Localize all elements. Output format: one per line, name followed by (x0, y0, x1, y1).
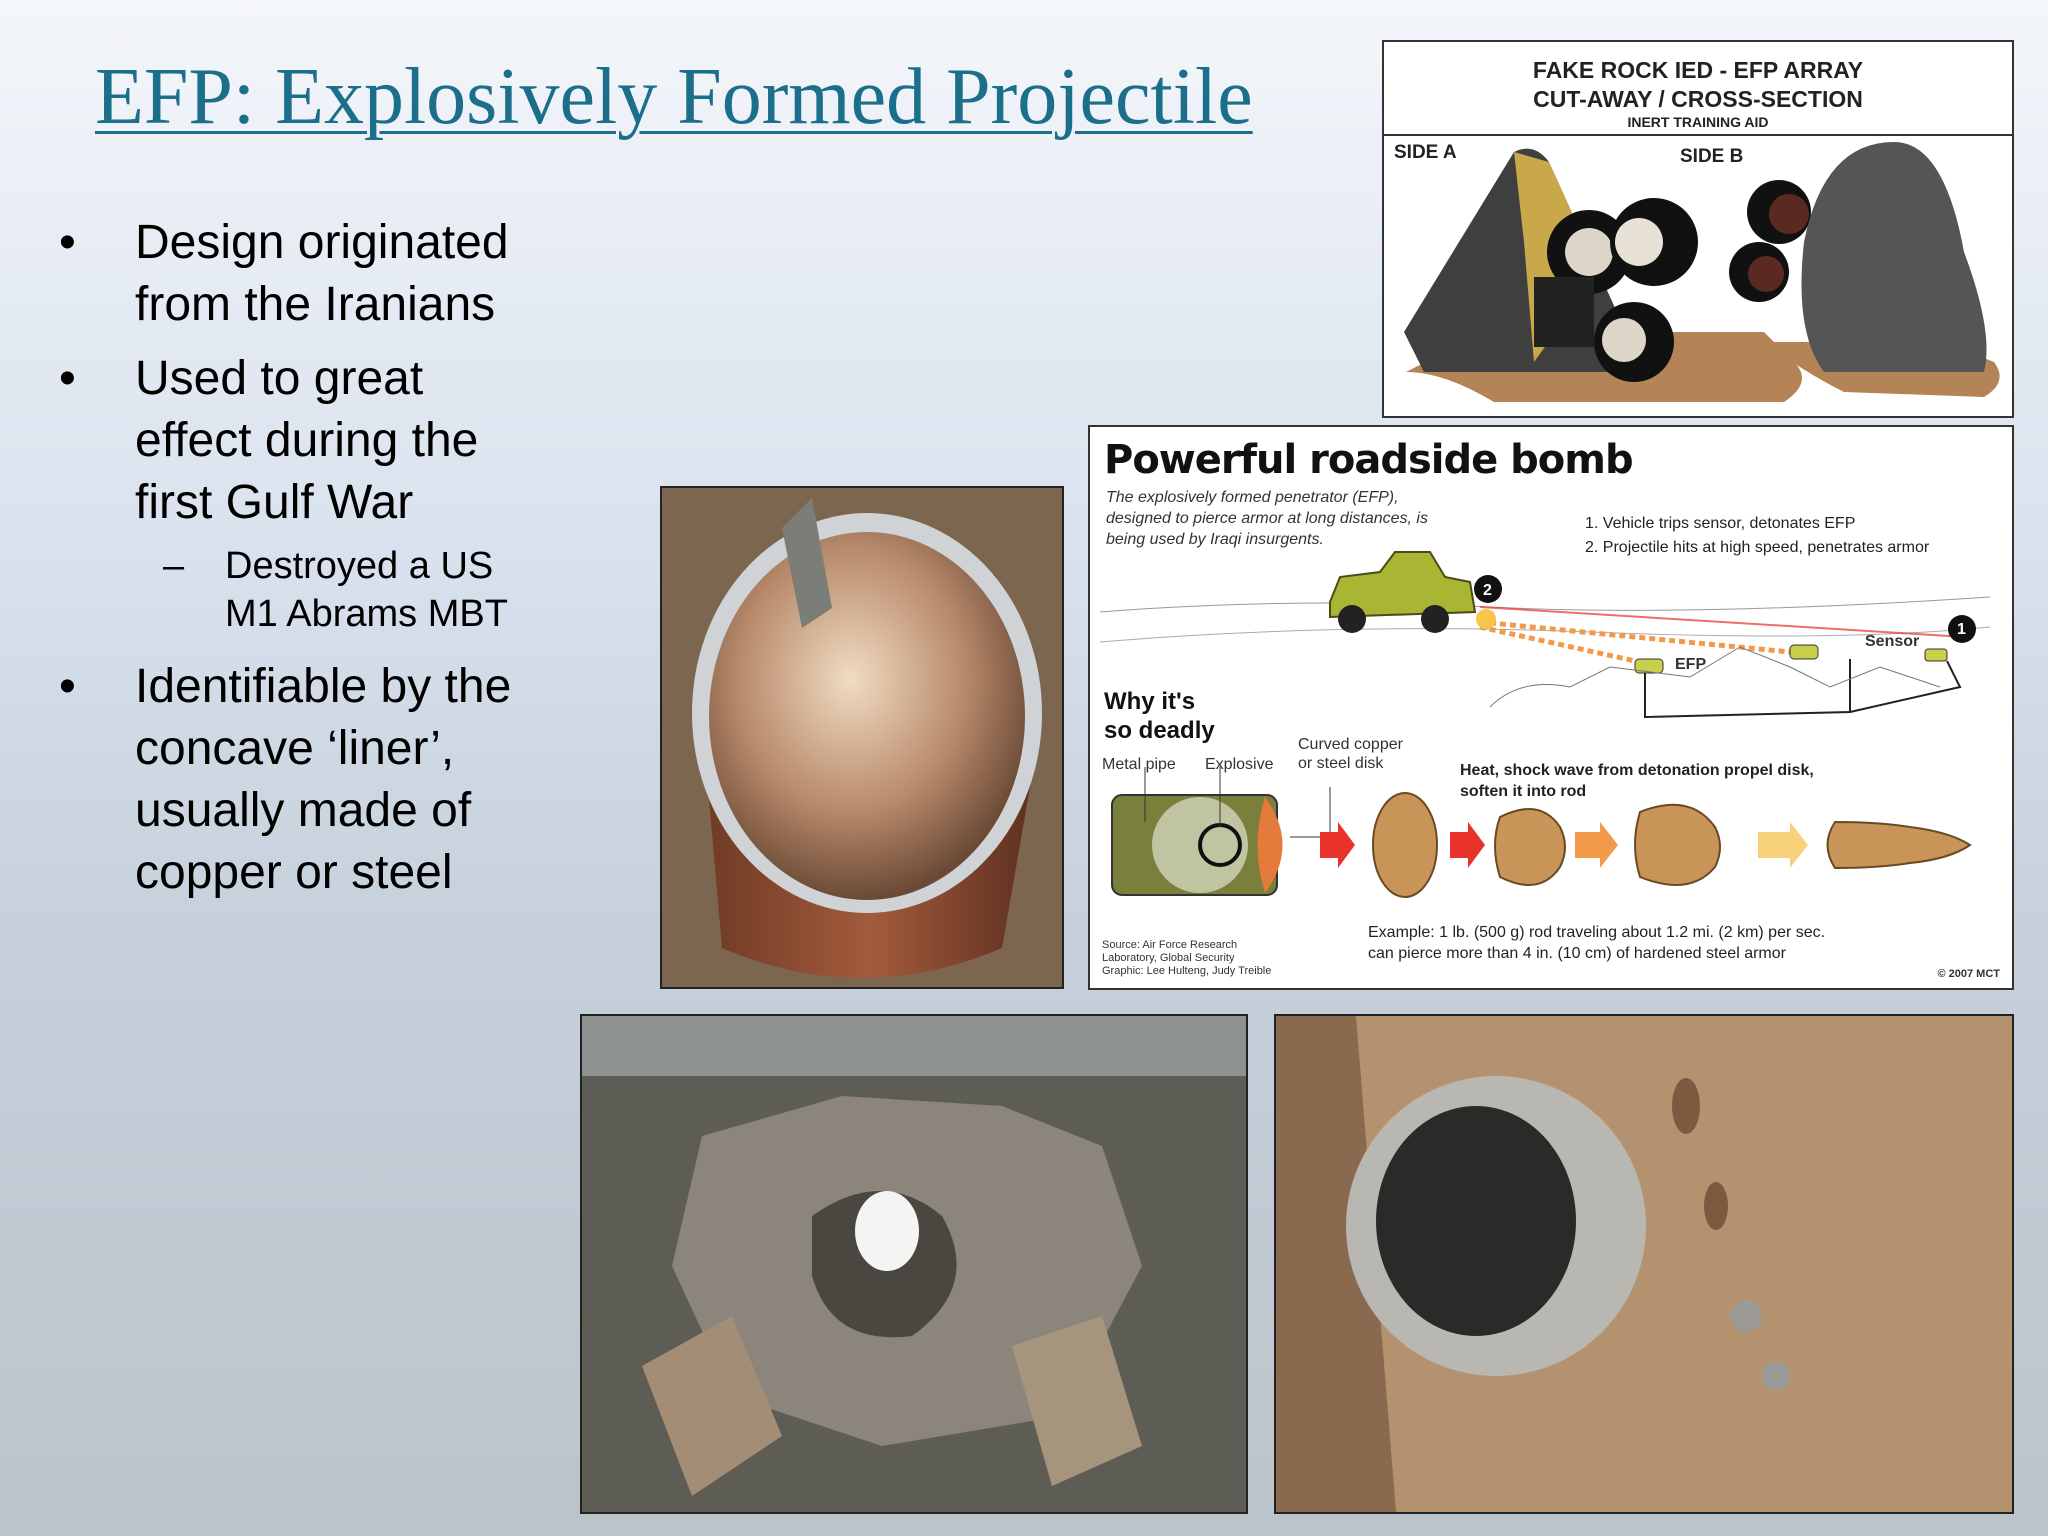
sub-bullet-marker: – (163, 545, 185, 587)
source-line-3: Graphic: Lee Hulteng, Judy Treible (1102, 965, 1272, 977)
side-a-label: SIDE A (1394, 142, 1457, 163)
rock-panel-title-2: CUT-AWAY / CROSS-SECTION (1533, 86, 1863, 112)
rock-panel-title-3: INERT TRAINING AID (1627, 114, 1769, 130)
infographic-diagram (1090, 427, 2012, 988)
heat-line-1: Heat, shock wave from detonation propel disk, (1460, 762, 1814, 779)
bullet-text: Design originated from the Iranians (135, 216, 509, 331)
bullet-text: Identifiable by the concave ‘liner’, usually made of copper or steel (135, 660, 512, 899)
bullet-list (55, 212, 535, 916)
bullet-item (55, 656, 535, 904)
why-line-2: so deadly (1104, 717, 1215, 744)
copyright: © 2007 MCT (1937, 968, 2000, 980)
efp-label: EFP (1675, 656, 1707, 673)
example-line-1: Example: 1 lb. (500 g) rod traveling about 1.2 mi. (2 km) per sec. (1368, 924, 1826, 941)
infographic-headline: Powerful roadside bomb (1104, 437, 1633, 483)
roadside-bomb-infographic (1088, 425, 2014, 990)
armor-penetration-photo-1 (580, 1014, 1248, 1514)
efp-cylinder-photo (660, 486, 1064, 989)
source-line-2: Laboratory, Global Security (1102, 952, 1235, 964)
armor-hole-illustration-1 (582, 1016, 1246, 1512)
bullet-item (55, 212, 535, 336)
sub-bullet-item (55, 542, 535, 638)
heat-line-2: soften it into rod (1460, 783, 1587, 800)
step-2: 2. Projectile hits at high speed, penetrates armor (1585, 539, 1930, 556)
marker-2: 2 (1483, 582, 1492, 599)
armor-hole-illustration-2 (1276, 1016, 2012, 1512)
bullet-marker: • (59, 660, 76, 713)
metal-pipe-label: Metal pipe (1102, 756, 1176, 773)
curved-line-2: or steel disk (1298, 755, 1384, 772)
example-line-2: can pierce more than 4 in. (10 cm) of hardened steel armor (1368, 945, 1786, 962)
source-line-1: Source: Air Force Research (1102, 939, 1238, 951)
rock-panel-title-1: FAKE ROCK IED - EFP ARRAY (1532, 57, 1864, 83)
heat-shock-caption (1460, 760, 1814, 802)
infographic-description: The explosively formed penetrator (EFP), designed to pierce armor at long distances, is being used by Iraqi insurgents. (1106, 489, 1428, 548)
explosive-label: Explosive (1205, 756, 1274, 773)
bullet-text: Used to great effect during the first Gulf War (135, 352, 479, 529)
armor-penetration-photo-2 (1274, 1014, 2014, 1514)
fake-rock-ied-image (1382, 40, 2014, 418)
source-credit (1102, 939, 1271, 978)
marker-1: 1 (1957, 621, 1966, 638)
curved-disk-label (1298, 735, 1403, 773)
side-b-label: SIDE B (1680, 146, 1744, 167)
bullet-marker: • (59, 352, 76, 405)
rock-illustration (1384, 42, 2012, 416)
step-1: 1. Vehicle trips sensor, detonates EFP (1585, 515, 1856, 532)
example-caption (1368, 922, 1825, 964)
efp-cylinder-illustration (662, 488, 1062, 987)
why-line-1: Why it's (1104, 688, 1196, 715)
sub-bullet-text: Destroyed a US M1 Abrams MBT (225, 545, 508, 635)
bullet-item (55, 348, 535, 534)
why-deadly-heading (1104, 687, 1215, 745)
curved-line-1: Curved copper (1298, 736, 1403, 753)
sensor-label: Sensor (1865, 633, 1920, 650)
slide-title: EFP: Explosively Formed Projectile (95, 53, 1253, 141)
bullet-marker: • (59, 216, 76, 269)
